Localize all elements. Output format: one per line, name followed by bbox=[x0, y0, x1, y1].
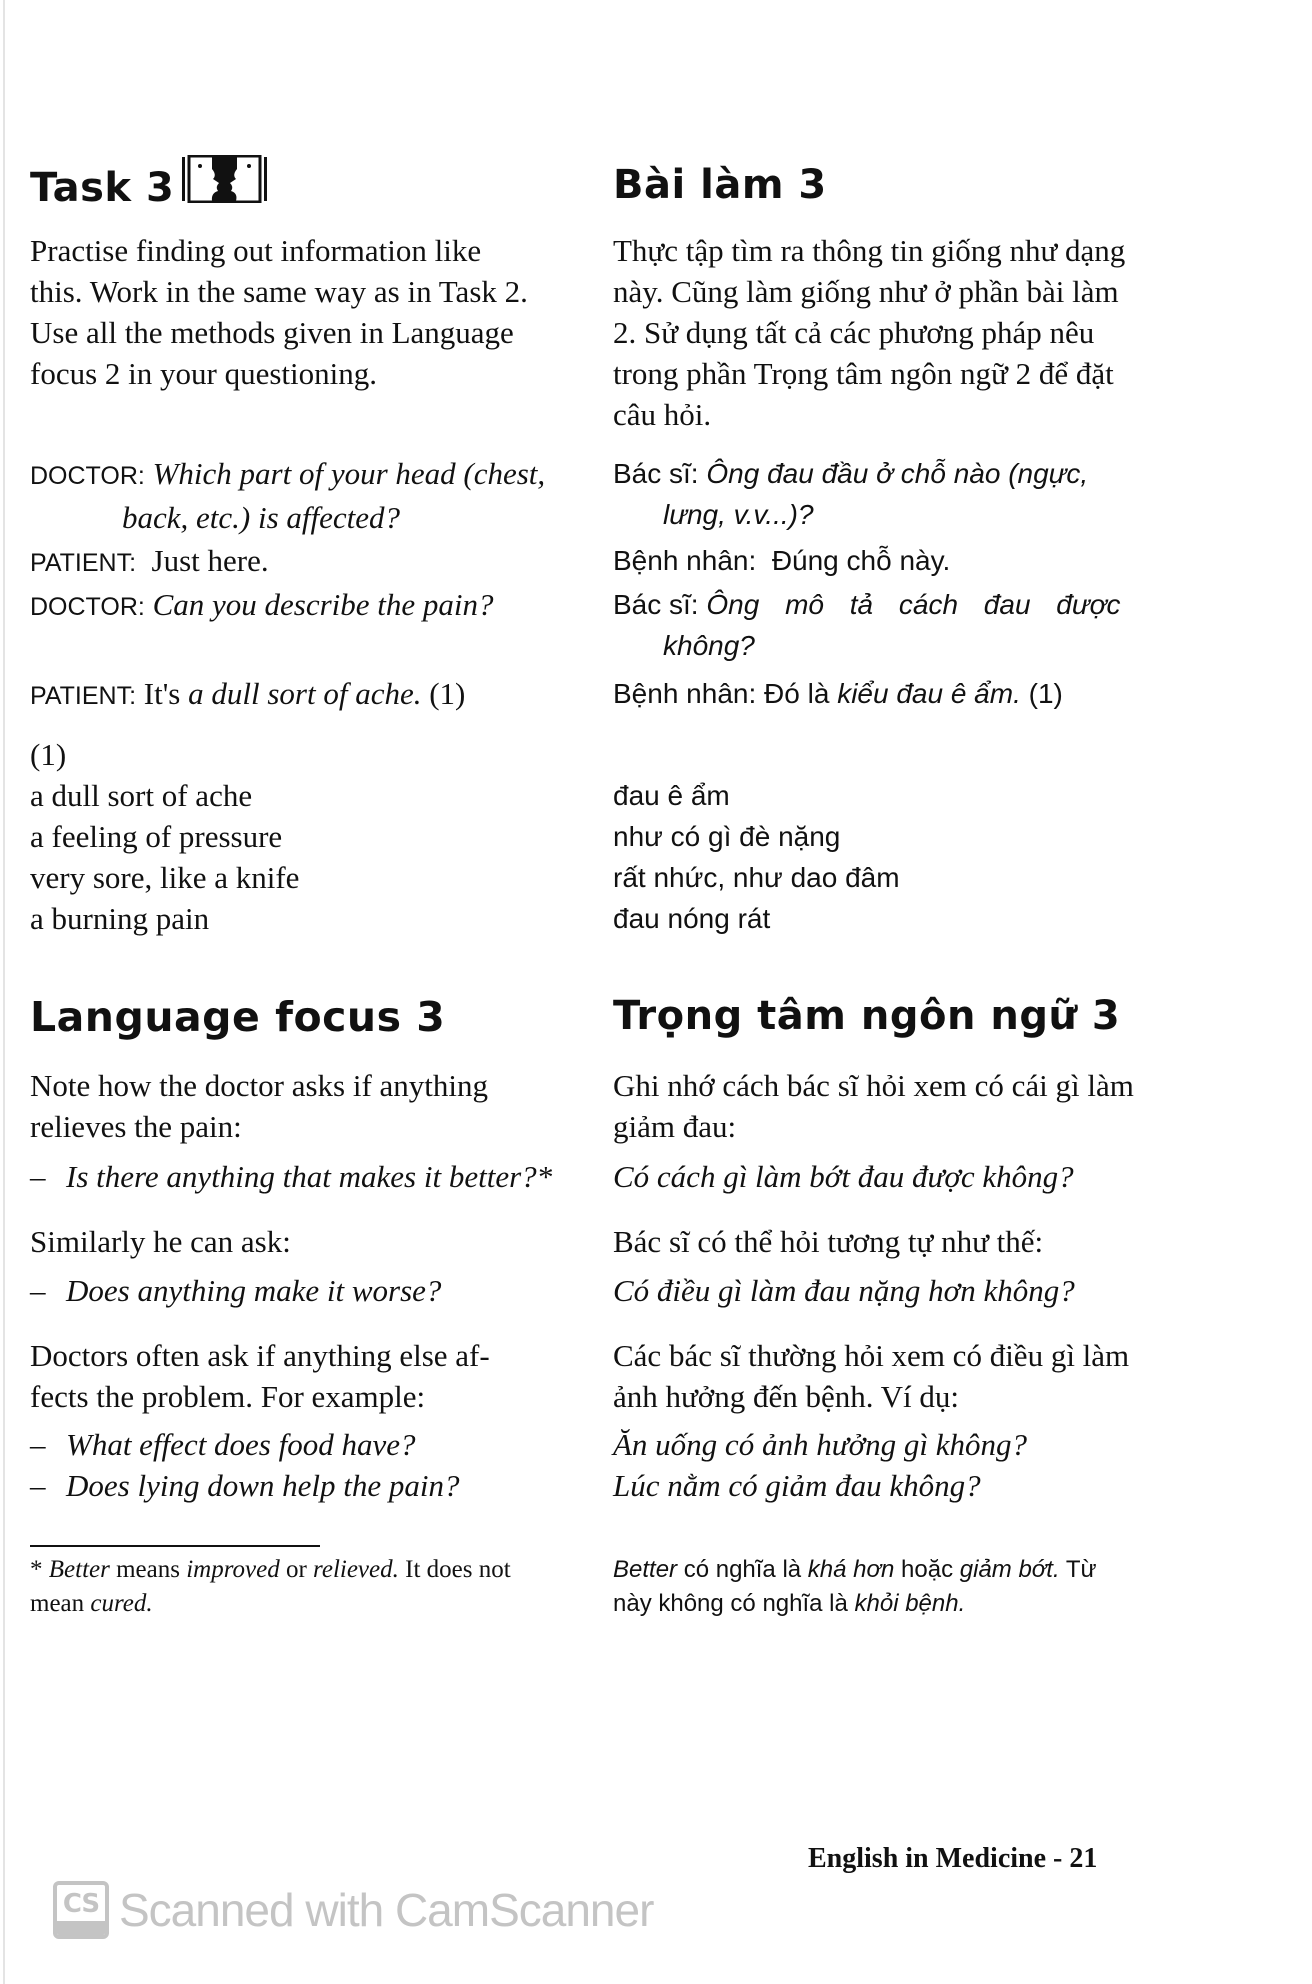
list-item: very sore, like a knife bbox=[30, 860, 300, 895]
pain-options-list bbox=[30, 734, 299, 939]
focus-often: Doctors often ask if anything else af- fects the problem. For example: bbox=[30, 1338, 490, 1414]
task-heading-vi: Bài làm 3 bbox=[613, 162, 827, 208]
example-question-vi: Có điều gì làm đau nặng hơn không? bbox=[613, 1273, 1075, 1308]
dialogue-line: PATIENT: Just here. bbox=[30, 543, 269, 578]
example-question-vi: Ăn uống có ảnh hưởng gì không? bbox=[613, 1427, 1028, 1462]
example-question-vi: Có cách gì làm bớt đau được không? bbox=[613, 1159, 1074, 1194]
example-question: – What effect does food have? bbox=[30, 1427, 416, 1462]
options-marker: (1) bbox=[30, 737, 67, 772]
speaker-label: Bệnh nhân: bbox=[613, 678, 757, 709]
page-edge bbox=[3, 0, 5, 1984]
dialogue-line-vi: Bệnh nhân: Đó là kiểu đau ê ẩm. (1) bbox=[613, 678, 1063, 709]
dialogue-line-vi: Bác sĩ: Ông mô tả cách đau được không? bbox=[613, 589, 1121, 661]
task-heading: Task 3 bbox=[30, 165, 175, 211]
list-item: a feeling of pressure bbox=[30, 819, 283, 854]
list-item: như có gì đè nặng bbox=[613, 821, 841, 852]
speaker-label: PATIENT: bbox=[30, 549, 137, 577]
pair-work-icon bbox=[182, 155, 267, 203]
footnote: * Better means improved or relieved. It does not mean cured. bbox=[30, 1556, 511, 1617]
focus-heading: Language focus 3 bbox=[30, 993, 446, 1041]
list-item: rất nhức, như dao đâm bbox=[613, 862, 900, 893]
example-question-vi: Lúc nằm có giảm đau không? bbox=[613, 1468, 981, 1503]
page-footer: English in Medicine - 21 bbox=[808, 1843, 1098, 1874]
dialogue-line: DOCTOR: Can you describe the pain? bbox=[30, 587, 494, 622]
list-item: đau nóng rát bbox=[613, 903, 771, 934]
speaker-label: Bác sĩ: bbox=[613, 458, 699, 489]
speaker-label: Bệnh nhân: bbox=[613, 545, 757, 576]
focus-intro: Note how the doctor asks if anything relieves the pain: bbox=[30, 1068, 489, 1144]
speaker-label: PATIENT: bbox=[30, 682, 137, 710]
dialogue-line: DOCTOR: Which part of your head (chest, back, etc.) is affected? bbox=[30, 456, 546, 535]
watermark-text: Scanned with CamScanner bbox=[119, 1884, 654, 1936]
dialogue-line-vi: Bệnh nhân: Đúng chỗ này. bbox=[613, 545, 951, 576]
example-question: – Does lying down help the pain? bbox=[30, 1468, 460, 1503]
example-question: – Does anything make it worse? bbox=[30, 1273, 442, 1308]
focus-similarly-vi: Bác sĩ có thể hỏi tương tự như thế: bbox=[613, 1224, 1044, 1259]
speaker-label: Bác sĩ: bbox=[613, 589, 699, 620]
example-question: – Is there anything that makes it better?* bbox=[30, 1159, 553, 1194]
list-item: a burning pain bbox=[30, 901, 210, 936]
focus-intro-vi: Ghi nhớ cách bác sĩ hỏi xem có cái gì làm giảm đau: bbox=[613, 1068, 1134, 1144]
task-instructions: Practise finding out information like this. Work in the same way as in Task 2. Use all the methods given in Language focus 2 in your questioning. bbox=[30, 233, 528, 391]
focus-similarly: Similarly he can ask: bbox=[30, 1224, 291, 1259]
footnote-divider bbox=[30, 1545, 320, 1547]
list-item: a dull sort of ache bbox=[30, 778, 253, 813]
dialogue-line: PATIENT: It's a dull sort of ache. (1) bbox=[30, 676, 466, 711]
dialogue-line-vi: Bác sĩ: Ông đau đầu ở chỗ nào (ngực, lưng, v.v...)? bbox=[613, 458, 1089, 530]
focus-heading-vi: Trọng tâm ngôn ngữ 3 bbox=[613, 993, 1121, 1039]
focus-often-vi: Các bác sĩ thường hỏi xem có điều gì làm ảnh hưởng đến bệnh. Ví dụ: bbox=[613, 1338, 1130, 1414]
speaker-label: DOCTOR: bbox=[30, 462, 145, 490]
camscanner-logo-icon: CS bbox=[53, 1881, 109, 1939]
pain-options-list-vi bbox=[613, 775, 900, 939]
footnote-vi: Better có nghĩa là khá hơn hoặc giảm bớt. Từ này không có nghĩa là khỏi bệnh. bbox=[613, 1556, 1097, 1617]
list-item: đau ê ẩm bbox=[613, 780, 730, 811]
camscanner-watermark bbox=[53, 1880, 653, 1940]
speaker-label: DOCTOR: bbox=[30, 593, 145, 621]
task-instructions-vi: Thực tập tìm ra thông tin giống như dạng này. Cũng làm giống như ở phần bài làm 2. Sử dụng tất cả các phương pháp nêu trong phần Trọng tâm ngôn ngữ 2 để đặt câu hỏi. bbox=[613, 233, 1126, 432]
